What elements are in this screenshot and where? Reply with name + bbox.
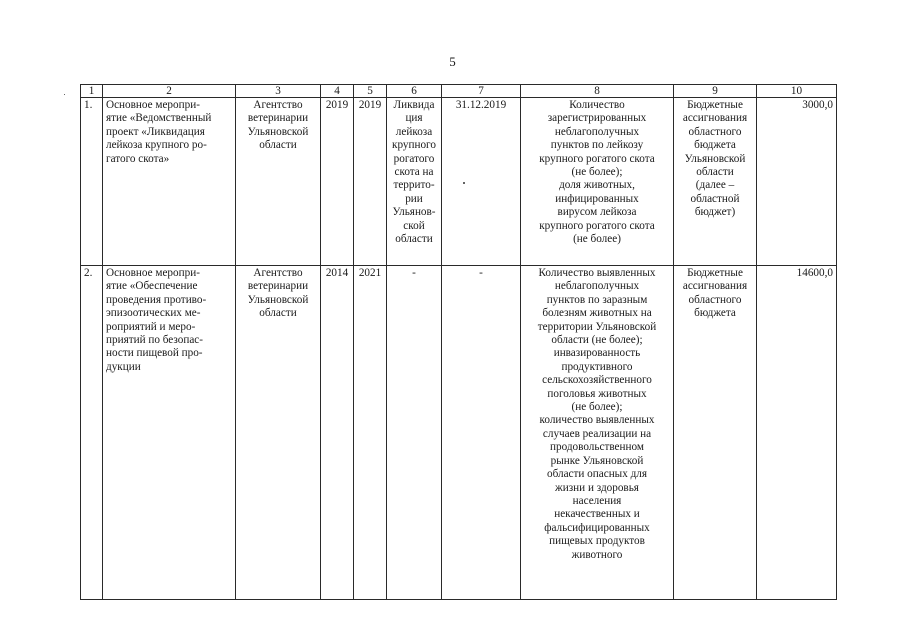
row-number: 2. [81,266,103,600]
col-header-8: 8 [521,85,674,98]
col-header-3: 3 [236,85,321,98]
col-header-1: 1 [81,85,103,98]
col-header-6: 6 [387,85,442,98]
funding-source: Бюджетные ассигнования областного бюджета [674,266,757,600]
indicators: Количество выявленных неблагополучных пунктов по заразным болезням животных на территории Ульяновской области (не более); инвазированность продуктивного сельскохозяйственного поголовья животных (не более); количество выявленных случаев реализации на продовольственном рынке Ульяновской области опасных для жизни и здоровья населения некачественных и фальсифицированных пищевых продуктов животного [521,266,674,600]
expected-result: - [387,266,442,600]
deadline: 31.12.2019 [442,98,521,266]
col-header-4: 4 [321,85,354,98]
header-row [81,85,837,98]
program-activities-table [80,84,837,600]
row-number: 1. [81,98,103,266]
table-row [81,98,837,266]
col-header-7: 7 [442,85,521,98]
start-year: 2014 [321,266,354,600]
col-header-10: 10 [757,85,837,98]
executor: Агентство ветеринарии Ульяновской области [236,266,321,600]
indicators: Количество зарегистрированных неблагополучных пунктов по лейкозу крупного рогатого скота (не более); доля животных, инфицированных вирусом лейкоза крупного рогатого скота (не более) [521,98,674,266]
executor: Агентство ветеринарии Ульяновской области [236,98,321,266]
end-year: 2019 [354,98,387,266]
end-year: 2021 [354,266,387,600]
scan-speck [463,182,465,184]
scan-speck [64,94,65,95]
col-header-9: 9 [674,85,757,98]
col-header-2: 2 [103,85,236,98]
event-name: Основное меропри- ятие «Обеспечение проведения противо- эпизоотических ме- роприятий и меро- приятий по безопас- ности пищевой про- дукции [103,266,236,600]
page-number: 5 [449,54,456,69]
col-header-5: 5 [354,85,387,98]
event-name: Основное меропри- ятие «Ведомственный проект «Ликвидация лейкоза крупного ро- гатого скота» [103,98,236,266]
funding-source: Бюджетные ассигнования областного бюджета Ульяновской области (далее – областной бюджет) [674,98,757,266]
table-row [81,266,837,600]
deadline: - [442,266,521,600]
start-year: 2019 [321,98,354,266]
funding-amount: 3000,0 [757,98,837,266]
expected-result: Ликвида ция лейкоза крупного рогатого скота на террито- рии Ульянов- ской области [387,98,442,266]
funding-amount: 14600,0 [757,266,837,600]
